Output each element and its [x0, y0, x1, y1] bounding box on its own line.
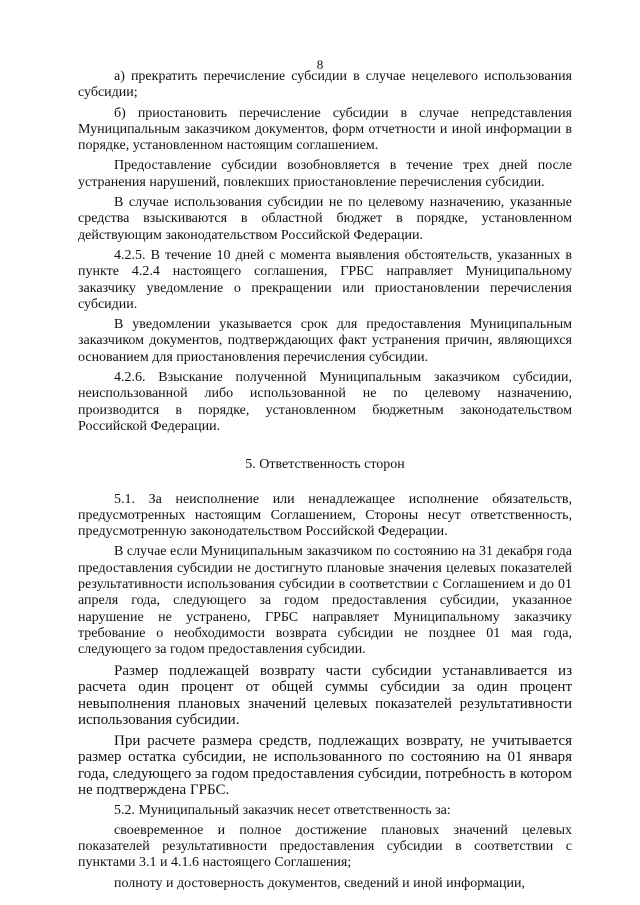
paragraph-5-2: 5.2. Муниципальный заказчик несет ответственность за: [114, 802, 451, 818]
paragraph-timely-achievement: своевременное и полное достижение плановых значений целевых показателей результативности предоставления субсидии в соответствии с пунктами 3.1 и 4.1.6 настоящего Соглашения; [78, 822, 572, 871]
paragraph-misuse-recovery: В случае использования субсидии не по целевому назначению, указанные средства взыскиваются в областной бюджет в порядке, установленном действующим законодательством Российской Федерации. [78, 195, 572, 243]
paragraph-4-2-4-a: а) прекратить перечисление субсидии в случае нецелевого использования субсидии; [78, 69, 572, 101]
document-body [78, 69, 572, 896]
paragraph-4-2-6: 4.2.6. Взыскание полученной Муниципальным заказчиком субсидии, неиспользованной либо использованной не по целевому назначению, производится в порядке, установленном бюджетным законодательством Российской Федерации. [78, 370, 572, 434]
paragraph-refund-requirement: В случае если Муниципальным заказчиком по состоянию на 31 декабря года предоставления субсидии не достигнуто плановые значения целевых показателей результативности использования субсидии в соответствии с Соглашением и до 01 апреля года, следующего за годом предоставления субсидии, указанное нарушение не устранено, ГРБС направляет Муниципальному заказчику требование о необходимости возврата субсидии не позднее 01 мая года, следующего за годом предоставления субсидии. [78, 544, 572, 658]
paragraph-4-2-5: 4.2.5. В течение 10 дней с момента выявления обстоятельств, указанных в пункте 4.2.4 настоящего соглашения, ГРБС направляет Муниципальному заказчику уведомление о прекращении или приостановлении перечисления субсидии. [78, 247, 572, 312]
paragraph-4-2-4-b: б) приостановить перечисление субсидии в случае непредставления Муниципальным заказчиком документов, форм отчетности и иной информации в порядке, установленном настоящим соглашением. [78, 105, 572, 154]
paragraph-5-1: 5.1. За неисполнение или ненадлежащее исполнение обязательств, предусмотренных настоящим Соглашением, Стороны несут ответственность, предусмотренную законодательством Российской Федерации. [78, 491, 572, 540]
section-heading: 5. Ответственность сторон [245, 457, 405, 473]
paragraph-refund-amount: Размер подлежащей возврату части субсидии устанавливается из расчета один процент от общей суммы субсидии за один процент невыполнения плановых значений целевых показателей результативности использования субсидии. [78, 662, 572, 728]
paragraph-notification-deadline: В уведомлении указывается срок для предоставления Муниципальным заказчиком документов, подтверждающих факт устранения причин, являющихся основанием для приостановления перечисления субсидии. [78, 317, 572, 365]
paragraph-refund-calculation: При расчете размера средств, подлежащих возврату, не учитывается размер остатка субсидии, не использованного по состоянию на 01 января года, следующего за годом предоставления субсидии, потребность в котором не подтверждена ГРБС. [78, 732, 572, 798]
page-number: 8 [316, 57, 324, 72]
paragraph-completeness: полноту и достоверность документов, сведений и иной информации, [114, 875, 525, 891]
paragraph-resume-subsidy: Предоставление субсидии возобновляется в течение трех дней после устранения нарушений, повлекших приостановление перечисления субсидии. [78, 158, 572, 190]
